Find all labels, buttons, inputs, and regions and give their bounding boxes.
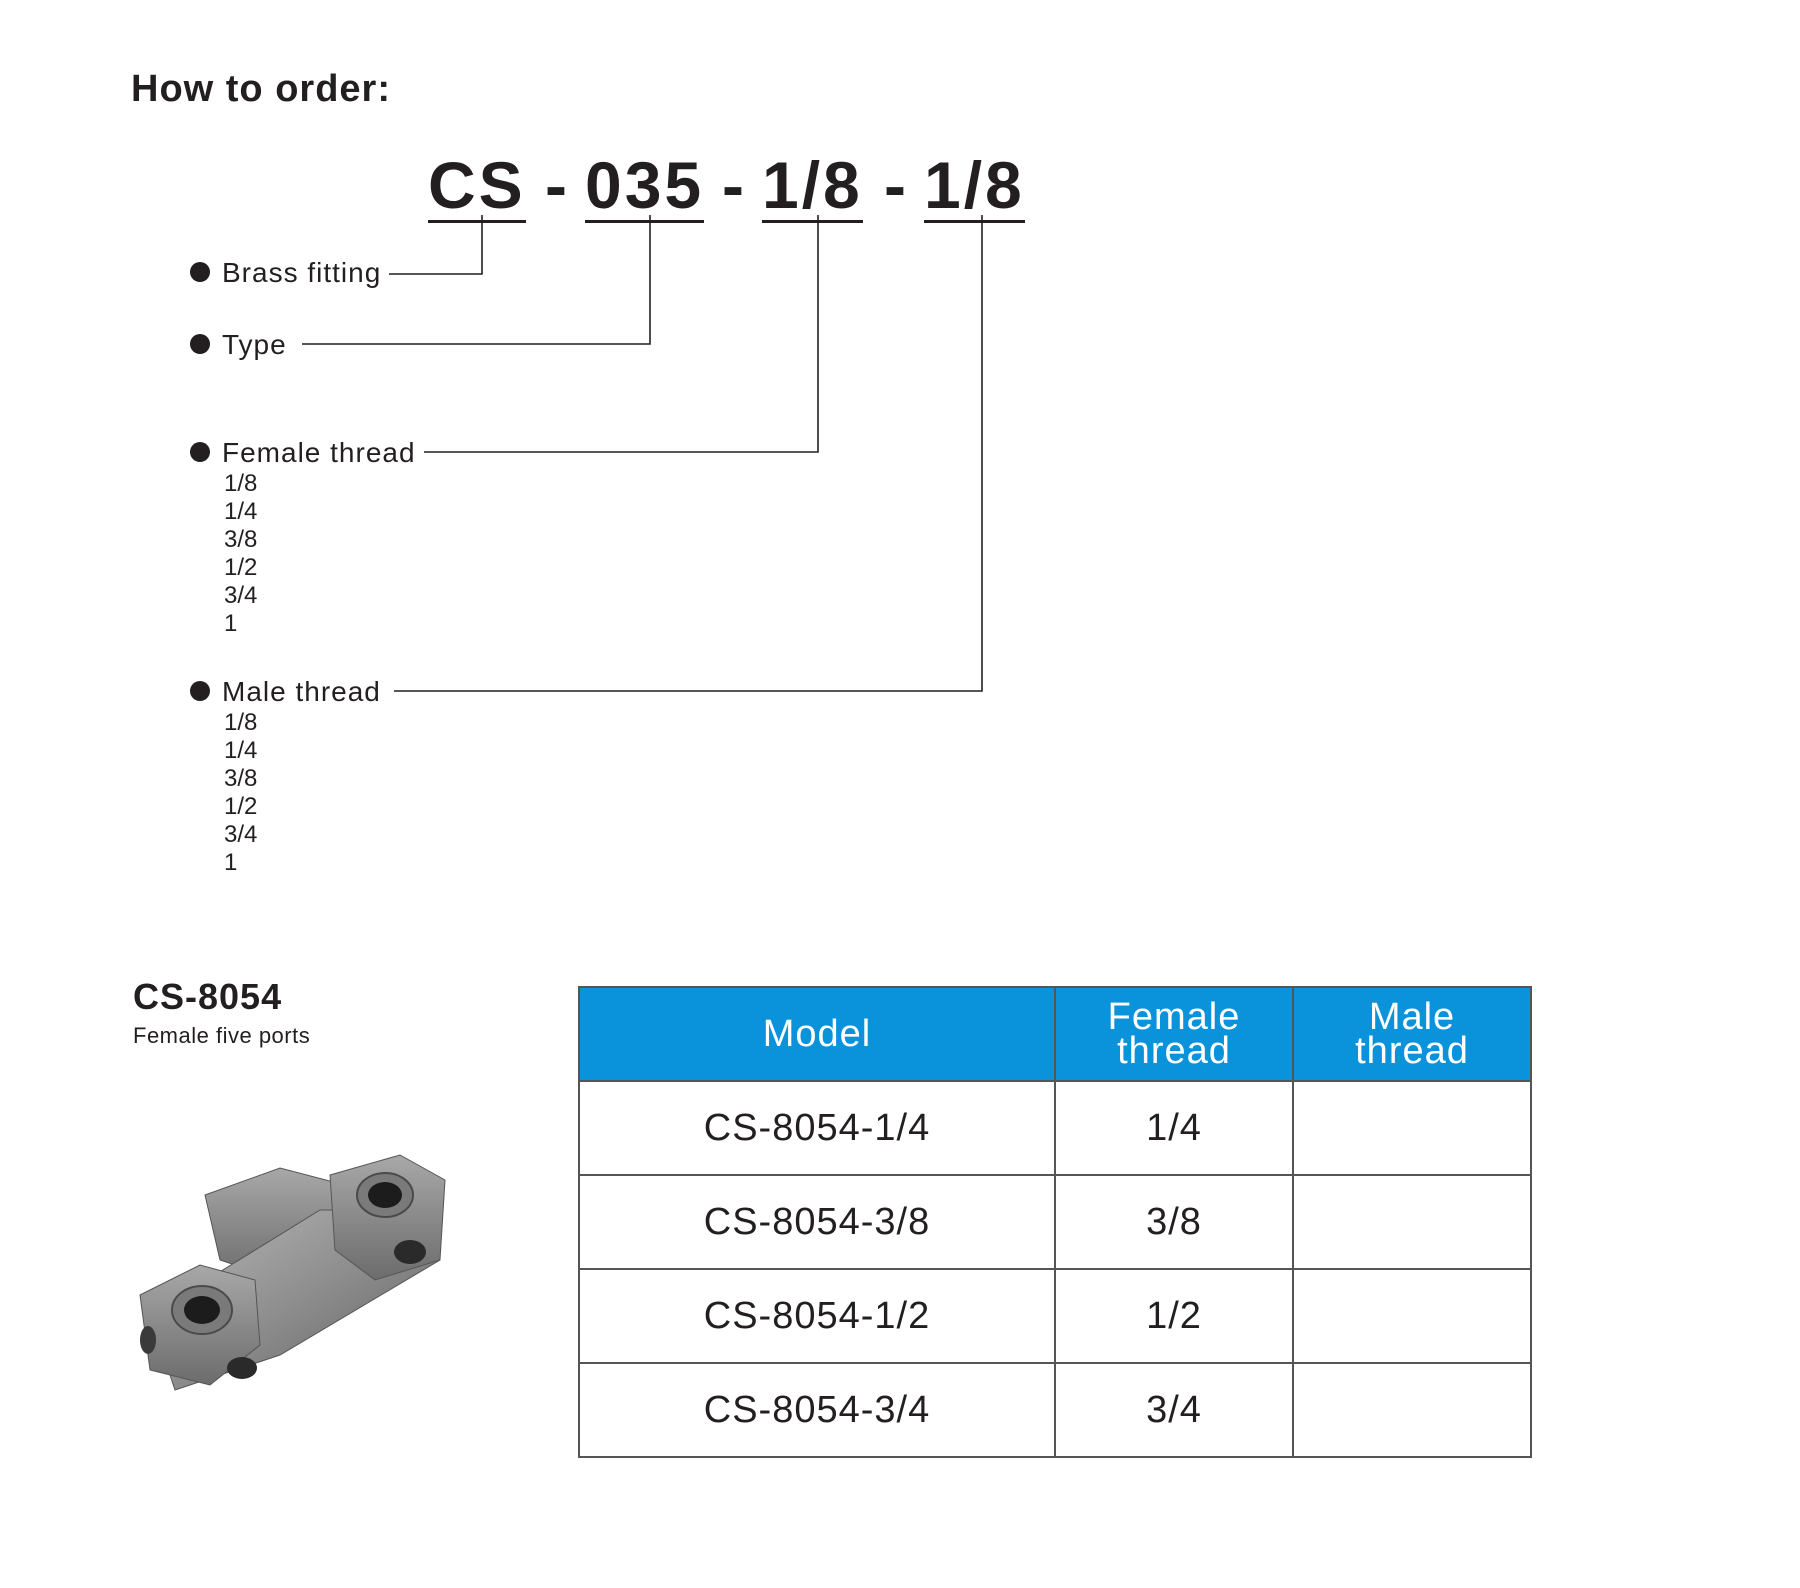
product-title: CS-8054 <box>133 976 283 1017</box>
option-item: 1/2 <box>224 793 258 820</box>
table-row <box>579 1175 1531 1269</box>
option-item: 1/4 <box>224 498 258 525</box>
bullet-icon <box>190 442 210 462</box>
header-model: Model <box>579 987 1055 1081</box>
bullet-icon <box>190 262 210 282</box>
field-brass-label: Brass fitting <box>222 257 382 288</box>
cell-female: 1/2 <box>1055 1269 1293 1363</box>
header-male-thread: Male thread <box>1293 987 1531 1081</box>
spec-table <box>578 986 1532 1458</box>
cell-male <box>1293 1081 1531 1175</box>
option-item: 1 <box>224 610 238 637</box>
connector-male <box>394 215 982 691</box>
field-type-label: Type <box>222 329 287 360</box>
cell-male <box>1293 1175 1531 1269</box>
cell-female: 3/8 <box>1055 1175 1293 1269</box>
option-item: 3/4 <box>224 582 258 609</box>
option-item: 3/8 <box>224 765 258 792</box>
bullet-icon <box>190 334 210 354</box>
bullet-icon <box>190 681 210 701</box>
option-item: 3/8 <box>224 526 258 553</box>
field-female-label: Female thread <box>222 437 416 468</box>
table-row <box>579 1363 1531 1457</box>
code-separator: - <box>722 148 747 222</box>
cell-model: CS-8054-1/4 <box>579 1081 1055 1175</box>
table-row <box>579 1081 1531 1175</box>
female-options-list <box>224 470 257 638</box>
cell-female: 3/4 <box>1055 1363 1293 1457</box>
option-item: 1/4 <box>224 737 258 764</box>
field-male-label: Male thread <box>222 676 381 707</box>
connector-brass <box>389 215 482 274</box>
cell-male <box>1293 1269 1531 1363</box>
cell-model: CS-8054-3/8 <box>579 1175 1055 1269</box>
table-row <box>579 1269 1531 1363</box>
male-options-list <box>224 709 257 877</box>
option-item: 1 <box>224 849 238 876</box>
code-part-female: 1/8 <box>762 148 863 222</box>
female-five-port-fitting-icon <box>130 1140 460 1420</box>
connector-female <box>424 215 818 452</box>
option-item: 1/8 <box>224 709 258 736</box>
code-separator: - <box>545 148 570 222</box>
table-header-row <box>579 987 1531 1081</box>
cell-model: CS-8054-3/4 <box>579 1363 1055 1457</box>
page-heading: How to order: <box>131 68 391 110</box>
header-female-thread: Female thread <box>1055 987 1293 1081</box>
cell-male <box>1293 1363 1531 1457</box>
code-part-male: 1/8 <box>924 148 1025 222</box>
cell-female: 1/4 <box>1055 1081 1293 1175</box>
option-item: 3/4 <box>224 821 258 848</box>
product-subtitle: Female five ports <box>133 1023 311 1048</box>
code-separator: - <box>884 148 909 222</box>
option-item: 1/8 <box>224 470 258 497</box>
cell-model: CS-8054-1/2 <box>579 1269 1055 1363</box>
option-item: 1/2 <box>224 554 258 581</box>
code-part-type: 035 <box>585 148 705 222</box>
code-part-series: CS <box>428 148 526 222</box>
